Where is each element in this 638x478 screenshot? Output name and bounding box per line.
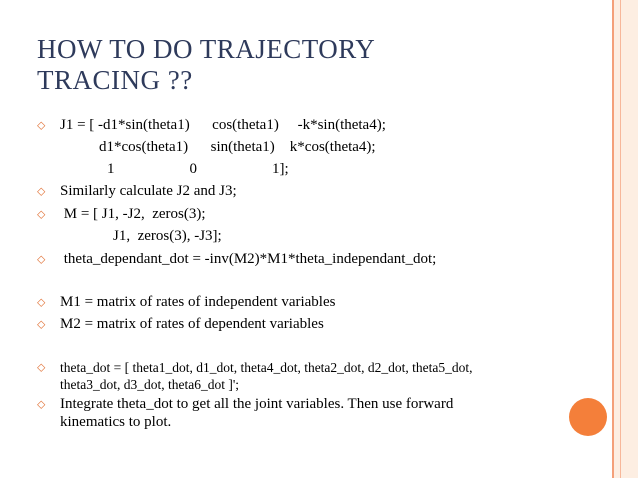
hollow-diamond-icon: ⬦ bbox=[37, 252, 46, 266]
text-line-m-row1: M = [ J1, -J2, zeros(3); bbox=[60, 206, 206, 222]
text-line-similarly: Similarly calculate J2 and J3; bbox=[60, 183, 237, 199]
hollow-diamond-icon: ⬦ bbox=[37, 295, 46, 309]
hollow-diamond-icon: ⬦ bbox=[37, 118, 46, 132]
orange-circle-decoration bbox=[569, 398, 607, 436]
text-line-theta-dot-1: theta_dot = [ theta1_dot, d1_dot, theta4_dot, theta2_dot, d2_dot, theta5_dot, bbox=[60, 360, 473, 375]
text-line-theta-dot-2: theta3_dot, d3_dot, theta6_dot ]'; bbox=[60, 377, 240, 392]
hollow-diamond-icon: ⬦ bbox=[37, 397, 46, 411]
title-line-2: TRACING ?? bbox=[37, 65, 193, 95]
title-line-1: HOW TO DO TRAJECTORY bbox=[37, 34, 376, 64]
slide-title bbox=[37, 34, 517, 96]
right-decorative-band bbox=[612, 0, 638, 478]
text-line-j1-row2: d1*cos(theta1) sin(theta1) k*cos(theta4); bbox=[99, 139, 376, 155]
hollow-diamond-icon: ⬦ bbox=[37, 317, 46, 331]
hollow-diamond-icon: ⬦ bbox=[37, 207, 46, 221]
text-line-theta-dependant: theta_dependant_dot = -inv(M2)*M1*theta_independant_dot; bbox=[60, 251, 437, 267]
text-line-j1-row1: J1 = [ -d1*sin(theta1) cos(theta1) -k*sin(theta4); bbox=[60, 117, 386, 133]
text-line-j1-row3: 1 0 1]; bbox=[107, 161, 289, 177]
band-inner-line bbox=[620, 0, 621, 478]
hollow-diamond-icon: ⬦ bbox=[37, 184, 46, 198]
text-line-m2-def: M2 = matrix of rates of dependent variables bbox=[60, 316, 324, 332]
hollow-diamond-icon: ⬦ bbox=[37, 360, 46, 374]
text-line-integrate-2: kinematics to plot. bbox=[60, 414, 172, 430]
text-line-m-row2: J1, zeros(3), -J3]; bbox=[113, 228, 222, 244]
text-line-m1-def: M1 = matrix of rates of independent variables bbox=[60, 294, 336, 310]
text-line-integrate-1: Integrate theta_dot to get all the joint variables. Then use forward bbox=[60, 396, 454, 412]
